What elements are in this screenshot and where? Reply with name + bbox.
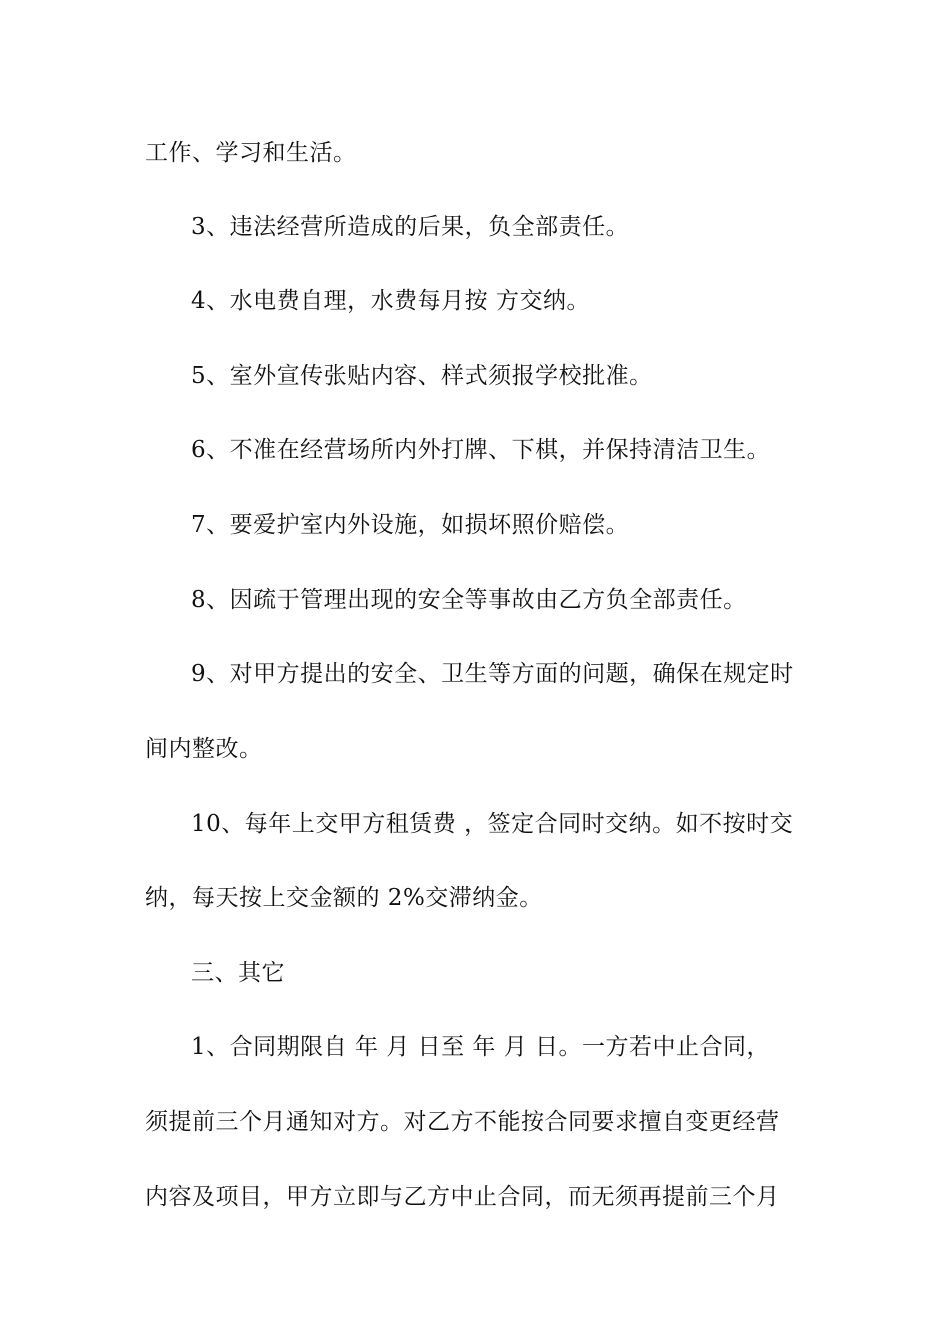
text-line: 工作、学习和生活。 (145, 140, 357, 166)
clause-9-continued: 间内整改。 (145, 736, 263, 762)
other-clause-1-continued-2: 内容及项目，甲方立即与乙方中止合同，而无须再提前三个月 (145, 1184, 780, 1210)
clause-7: 7、要爱护室内外设施，如损坏照价赔偿。 (191, 512, 630, 538)
clause-10: 10、每年上交甲方租赁费 ，签定合同时交纳。如不按时交 (191, 811, 794, 837)
clause-8: 8、因疏于管理出现的安全等事故由乙方负全部责任。 (191, 587, 747, 613)
clause-10-continued: 纳，每天按上交金额的 2%交滞纳金。 (145, 885, 543, 911)
clause-4: 4、水电费自理，水费每月按 方交纳。 (191, 288, 590, 314)
clause-5: 5、室外宣传张贴内容、样式须报学校批准。 (191, 363, 653, 389)
clause-3: 3、违法经营所造成的后果，负全部责任。 (191, 214, 630, 240)
clause-6: 6、不准在经营场所内外打牌、下棋，并保持清洁卫生。 (191, 437, 771, 463)
section-heading-other: 三、其它 (191, 960, 285, 986)
other-clause-1-continued: 须提前三个月通知对方。对乙方不能按合同要求擅自变更经营 (145, 1109, 780, 1135)
other-clause-1: 1、合同期限自 年 月 日至 年 月 日。一方若中止合同， (191, 1034, 770, 1060)
clause-9: 9、对甲方提出的安全、卫生等方面的问题，确保在规定时 (191, 661, 794, 687)
